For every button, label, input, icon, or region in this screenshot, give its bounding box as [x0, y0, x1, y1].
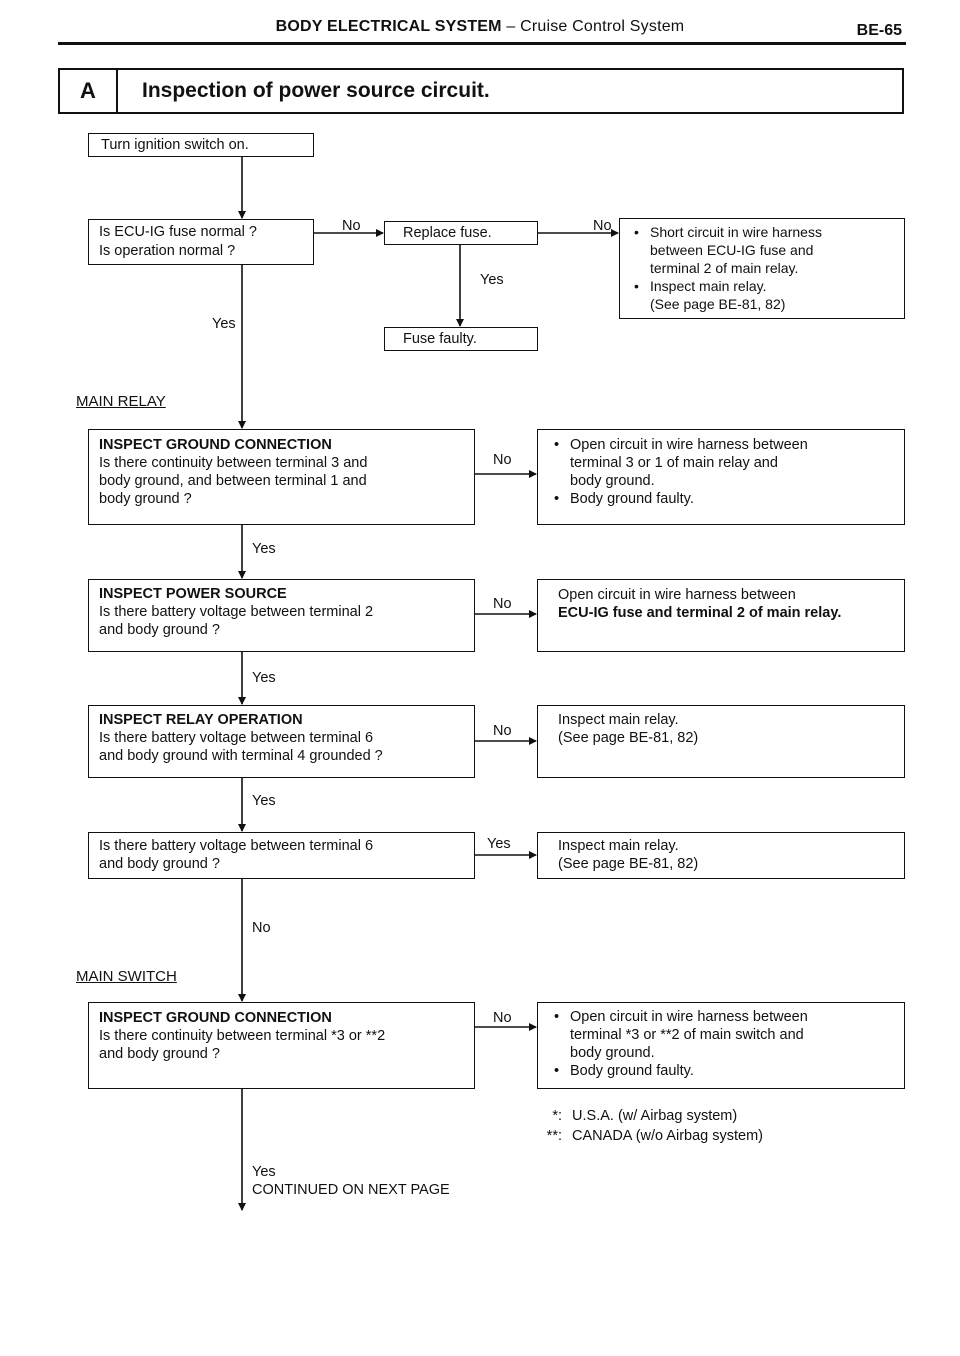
power-source-result-box [537, 579, 905, 652]
power-source-box [88, 579, 475, 652]
relay-ground-result-item2: • Body ground faulty. [570, 491, 694, 507]
relay-operation-line1: Is there battery voltage between terminal 6 [99, 730, 374, 746]
footnote-1-mark: *: [552, 1108, 562, 1124]
relay-ground-result-item1-line3: body ground. [570, 473, 655, 489]
power-source-line2: and body ground ? [99, 622, 220, 638]
voltage-check-result-line1: Inspect main relay. [558, 838, 679, 854]
section-title: Inspection of power source circuit. [142, 79, 490, 102]
footnote-2 [528, 1128, 763, 1144]
fuse-yes-label: Yes [212, 316, 236, 332]
switch-ground-result-box [537, 1002, 905, 1089]
footnote-1 [528, 1108, 737, 1124]
short-circuit-item2-line2: (See page BE-81, 82) [650, 296, 786, 312]
main-relay-label: MAIN RELAY [76, 393, 166, 410]
relay-ground-yes-label: Yes [252, 541, 276, 557]
switch-ground-yes-label: Yes [252, 1164, 276, 1180]
power-source-line1: Is there battery voltage between terminal 2 [99, 604, 374, 620]
relay-op-no-label: No [493, 723, 512, 739]
power-source-result-line2: ECU-IG fuse and terminal 2 of main relay. [558, 605, 842, 621]
voltage-check-result-box [537, 832, 905, 879]
fuse-check-line2: Is operation normal ? [99, 243, 236, 259]
power-source-no-label: No [493, 596, 512, 612]
voltage-check-result-line2: (See page BE-81, 82) [558, 856, 699, 872]
switch-ground-line1: Is there continuity between terminal *3 or **2 [99, 1028, 386, 1044]
relay-operation-line2: and body ground with terminal 4 grounded ? [99, 748, 383, 764]
fuse-faulty-box [384, 327, 538, 351]
replace-fuse-box [384, 221, 538, 245]
switch-ground-heading: INSPECT GROUND CONNECTION [99, 1010, 332, 1026]
main-switch-label: MAIN SWITCH [76, 968, 177, 985]
short-circuit-item1-line3: terminal 2 of main relay. [650, 260, 799, 276]
replace-yes-label: Yes [480, 272, 504, 288]
short-circuit-item1-line2: between ECU-IG fuse and [650, 242, 814, 258]
relay-ground-result-item-1 [548, 436, 894, 490]
fuse-no-label: No [342, 218, 361, 234]
relay-ground-line3: body ground ? [99, 491, 192, 507]
short-circuit-item-1 [628, 223, 896, 277]
relay-ground-line1: Is there continuity between terminal 3 and [99, 455, 368, 471]
switch-ground-result-item-2 [548, 1062, 894, 1080]
switch-ground-result-item1-line1: • Open circuit in wire harness between [570, 1009, 808, 1025]
power-source-yes-label: Yes [252, 670, 276, 686]
header-title-bold: BODY ELECTRICAL SYSTEM [275, 18, 502, 35]
relay-operation-heading: INSPECT RELAY OPERATION [99, 712, 303, 728]
switch-ground-result-item1-line3: body ground. [570, 1045, 655, 1061]
fuse-faulty-text: Fuse faulty. [403, 331, 477, 347]
switch-ground-result-item2: • Body ground faulty. [570, 1063, 694, 1079]
relay-ground-no-label: No [493, 452, 512, 468]
short-circuit-item1-line1: • Short circuit in wire harness [650, 224, 822, 240]
replace-no-label: No [593, 218, 612, 234]
relay-operation-result-line2: (See page BE-81, 82) [558, 730, 699, 746]
voltage-check-box [88, 832, 475, 879]
replace-fuse-text: Replace fuse. [403, 225, 492, 241]
page-number: BE-65 [856, 22, 902, 39]
relay-ground-result-item1-line2: terminal 3 or 1 of main relay and [570, 455, 778, 471]
switch-ground-line2: and body ground ? [99, 1046, 220, 1062]
power-source-heading: INSPECT POWER SOURCE [99, 586, 287, 602]
switch-ground-box [88, 1002, 475, 1089]
voltage-no-label: No [252, 920, 271, 936]
relay-operation-box [88, 705, 475, 778]
header-title-rest: – Cruise Control System [501, 18, 685, 35]
relay-ground-result-item1-line1: • Open circuit in wire harness between [570, 437, 808, 453]
short-circuit-box [619, 218, 905, 319]
start-box [88, 133, 314, 157]
short-circuit-item-2 [628, 277, 896, 313]
footnote-1-text: U.S.A. (w/ Airbag system) [572, 1108, 738, 1124]
relay-ground-result-box [537, 429, 905, 525]
relay-operation-result-line1: Inspect main relay. [558, 712, 679, 728]
switch-ground-result-item1-line2: terminal *3 or **2 of main switch and [570, 1027, 804, 1043]
relay-ground-heading: INSPECT GROUND CONNECTION [99, 437, 332, 453]
start-box-text: Turn ignition switch on. [101, 137, 249, 153]
relay-ground-line2: body ground, and between terminal 1 and [99, 473, 367, 489]
voltage-check-line2: and body ground ? [99, 856, 220, 872]
voltage-check-line1: Is there battery voltage between terminal 6 [99, 838, 374, 854]
relay-op-yes-label: Yes [252, 793, 276, 809]
relay-ground-box [88, 429, 475, 525]
relay-ground-result-item-2 [548, 490, 894, 508]
switch-ground-result-item-1 [548, 1008, 894, 1062]
switch-ground-no-label: No [493, 1010, 512, 1026]
relay-operation-result-box [537, 705, 905, 778]
footnote-2-mark: **: [546, 1128, 562, 1144]
fuse-check-box [88, 219, 314, 265]
continued-label: CONTINUED ON NEXT PAGE [252, 1182, 450, 1198]
short-circuit-item2-line1: • Inspect main relay. [650, 278, 767, 294]
power-source-result-line1: Open circuit in wire harness between [558, 587, 796, 603]
voltage-yes-label: Yes [487, 836, 511, 852]
footnote-2-text: CANADA (w/o Airbag system) [572, 1128, 764, 1144]
section-letter: A [60, 70, 118, 112]
fuse-check-line1: Is ECU-IG fuse normal ? [99, 224, 257, 240]
